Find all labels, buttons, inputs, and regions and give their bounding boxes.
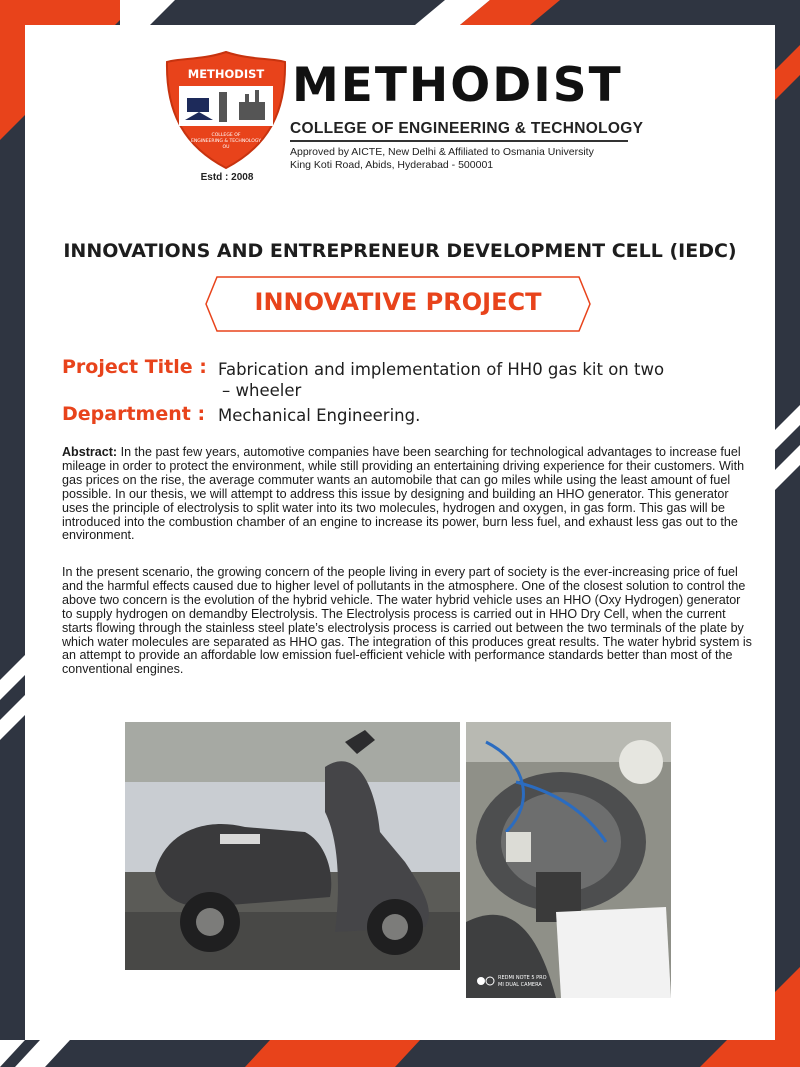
watermark-line-2: MI DUAL CAMERA [498, 982, 542, 988]
abstract-text: In the past few years, automotive companies have been searching for technological advantages to increase fuel mileage in order to protect the environment, while still providing an entertaining driving experience for their customers. With gas prices on the rise, the average commuter wants an automobile that can go miles while using the least amount of fuel possible. In our thesis, we will attempt to address this issue by designing and building an HHO generator. This generator uses the principle of electrolysis to split water into its two molecules, hydrogen and oxygen, in gas form. This gas will be introduced into the combustion chamber of an engine to increase its power, burn less fuel, and exhaust less gas out to the environment. [62, 445, 745, 543]
approval-line: Approved by AICTE, New Delhi & Affiliated to Osmania University [290, 146, 594, 158]
cell-title: INNOVATIONS AND ENTREPRENEUR DEVELOPMENT CELL (IEDC) [63, 240, 737, 262]
abstract-label: Abstract: [62, 445, 118, 459]
established-year: Estd : 2008 [200, 172, 254, 183]
project-title-label: Project Title : [62, 356, 207, 378]
college-subtitle: COLLEGE OF ENGINEERING & TECHNOLOGY [290, 120, 644, 137]
logo-shield-subtext-2: ENGINEERING & TECHNOLOGY [190, 139, 262, 144]
college-logo [165, 50, 287, 170]
project-title-value [218, 359, 728, 401]
logo-shield-text: METHODIST [187, 67, 265, 81]
logo-shield-subtext: COLLEGE OF [211, 133, 241, 138]
scooter-photo [125, 722, 460, 970]
banner-title: INNOVATIVE PROJECT [254, 288, 542, 316]
project-title-line-2: – wheeler [222, 381, 302, 400]
project-title-line-1: Fabrication and implementation of HH0 gas kit on two [218, 360, 665, 379]
scenario-paragraph: In the present scenario, the growing concern of the people living in every part of society is the ever-increasing price of fuel and the harmful effects caused due to higher level of pollutants in the atmosphere. One of the closest solution to control the above two concern is the evolution of the hybrid vehicle. The water hybrid vehicle uses an HHO (Oxy Hydrogen) generator to supply hydrogen on demandby Electrolysis. The Electrolysis process is carried out in HHO Dry Cell, when the current starts flowing through the stainless steel plate’s electrolysis process is carried out between the two terminals of the plate by which water molecules are separated as HHO gas. The integration of this produces great results. The water hybrid system is an attempt to provide an affordable low emission fuel-efficient vehicle with performance standards better than most of the conventional engines. [62, 565, 752, 677]
logo-shield-subtext-3: OU [222, 145, 230, 150]
watermark-line-1: REDMI NOTE 5 PRO [498, 975, 547, 981]
department-value: Mechanical Engineering. [218, 406, 421, 425]
college-name: METHODIST [292, 58, 623, 113]
college-affiliation [290, 146, 594, 172]
hho-kit-photo [466, 722, 671, 998]
header-divider [290, 140, 628, 142]
address-line: King Koti Road, Abids, Hyderabad - 500001 [290, 159, 494, 171]
abstract-paragraph [62, 446, 752, 543]
department-label: Department : [62, 403, 206, 425]
